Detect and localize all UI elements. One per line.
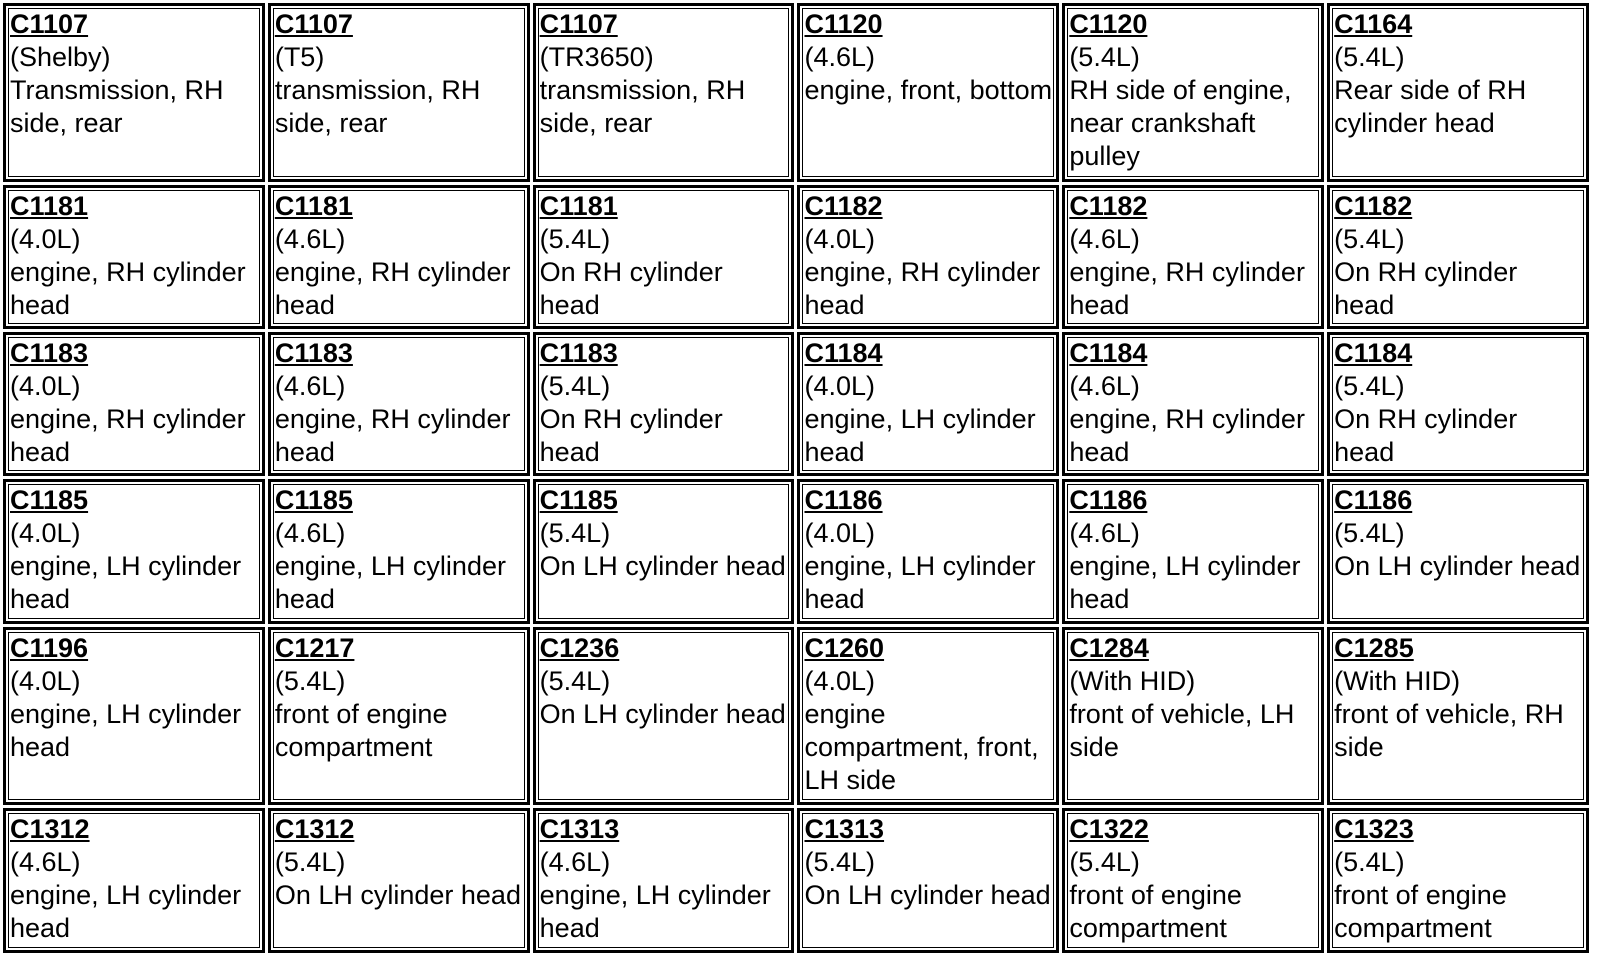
connector-location: transmission, RH side, rear bbox=[539, 75, 746, 138]
connector-variant: (4.0L) bbox=[10, 518, 81, 549]
connector-location: engine, RH cylinder head bbox=[10, 256, 246, 320]
connector-variant: (4.6L) bbox=[10, 847, 81, 878]
connector-id: C1182 bbox=[804, 190, 883, 221]
connector-id: C1181 bbox=[10, 190, 89, 221]
connector-variant: (TR3650) bbox=[539, 42, 654, 72]
connector-id: C1236 bbox=[539, 632, 620, 663]
connector-id: C1185 bbox=[10, 485, 89, 516]
connector-location: front of engine compartment bbox=[274, 698, 448, 762]
connector-location: engine, LH cylinder head bbox=[10, 551, 242, 615]
connector-location: On LH cylinder head bbox=[274, 880, 521, 911]
connector-cell bbox=[533, 332, 795, 476]
connector-cell bbox=[1062, 3, 1324, 182]
connector-location: engine, LH cylinder head bbox=[804, 404, 1036, 467]
connector-cell bbox=[797, 479, 1059, 623]
connector-id: C1183 bbox=[274, 338, 353, 368]
connector-variant: (4.6L) bbox=[804, 42, 876, 72]
connector-variant: (With HID) bbox=[1069, 665, 1196, 696]
connector-variant: (5.4L) bbox=[274, 847, 346, 878]
connector-location: front of engine compartment bbox=[1334, 880, 1507, 944]
connector-location: engine, front, bottom bbox=[804, 75, 1053, 105]
connector-id: C1183 bbox=[539, 338, 618, 368]
connector-variant: (4.0L) bbox=[804, 518, 876, 549]
connector-variant: (5.4L) bbox=[539, 518, 611, 549]
connector-cell bbox=[268, 3, 530, 182]
connector-location: engine, RH cylinder head bbox=[274, 256, 511, 320]
connector-cell bbox=[3, 808, 265, 953]
connector-cell bbox=[1062, 627, 1324, 806]
connector-cell bbox=[1062, 332, 1324, 476]
connector-cell bbox=[3, 185, 265, 329]
connector-location: On LH cylinder head bbox=[539, 551, 786, 582]
connector-location: engine, LH cylinder head bbox=[1069, 551, 1301, 615]
connector-cell bbox=[1062, 808, 1324, 953]
connector-cell bbox=[533, 808, 795, 953]
table-row bbox=[3, 627, 1589, 806]
connector-id: C1322 bbox=[1069, 814, 1149, 845]
connector-variant: (5.4L) bbox=[1334, 518, 1405, 549]
connector-location: engine, RH cylinder head bbox=[1069, 256, 1305, 320]
connector-id: C1260 bbox=[804, 632, 885, 663]
connector-variant: (4.0L) bbox=[804, 223, 876, 254]
connector-id: C1217 bbox=[274, 632, 355, 663]
connector-cell bbox=[533, 3, 795, 182]
table-row bbox=[3, 3, 1589, 182]
connector-location: engine, RH cylinder head bbox=[804, 256, 1041, 320]
connector-cell bbox=[533, 185, 795, 329]
connector-location: front of vehicle, RH side bbox=[1334, 698, 1564, 762]
connector-variant: (4.6L) bbox=[1069, 223, 1140, 254]
connector-id: C1185 bbox=[539, 485, 618, 516]
connector-id: C1285 bbox=[1334, 632, 1414, 663]
connector-cell bbox=[1327, 3, 1589, 182]
connector-variant: (4.0L) bbox=[804, 371, 876, 401]
connector-id: C1313 bbox=[804, 814, 885, 845]
connector-id: C1186 bbox=[1334, 485, 1413, 516]
connector-variant: (With HID) bbox=[1334, 665, 1461, 696]
connector-location: On RH cylinder head bbox=[1334, 404, 1518, 467]
connector-cell bbox=[797, 332, 1059, 476]
connector-variant: (4.0L) bbox=[10, 371, 81, 401]
connector-variant: (T5) bbox=[274, 42, 325, 72]
connector-id: C1184 bbox=[1069, 338, 1148, 368]
connector-variant: (5.4L) bbox=[539, 223, 611, 254]
connector-variant: (4.6L) bbox=[1069, 371, 1140, 401]
connector-location: Transmission, RH side, rear bbox=[10, 75, 224, 138]
connector-id: C1312 bbox=[274, 814, 355, 845]
connector-variant: (4.0L) bbox=[804, 665, 876, 696]
connector-variant: (5.4L) bbox=[1069, 847, 1140, 878]
connector-id: C1182 bbox=[1334, 190, 1413, 221]
connector-variant: (5.4L) bbox=[804, 847, 876, 878]
connector-cell bbox=[1062, 185, 1324, 329]
connector-variant: (5.4L) bbox=[1069, 42, 1140, 72]
connector-id: C1196 bbox=[10, 632, 89, 663]
connector-location: Rear side of RH cylinder head bbox=[1334, 75, 1527, 138]
connector-cell bbox=[268, 332, 530, 476]
connector-cell bbox=[3, 627, 265, 806]
connector-variant: (5.4L) bbox=[1334, 42, 1405, 72]
connector-cell bbox=[268, 627, 530, 806]
connector-variant: (5.4L) bbox=[539, 665, 611, 696]
connector-variant: (4.6L) bbox=[539, 847, 611, 878]
connector-location: engine, LH cylinder head bbox=[10, 698, 242, 762]
connector-variant: (5.4L) bbox=[539, 371, 611, 401]
connector-cell bbox=[268, 808, 530, 953]
connector-variant: (5.4L) bbox=[274, 665, 346, 696]
connector-variant: (5.4L) bbox=[1334, 847, 1405, 878]
connector-variant: (5.4L) bbox=[1334, 223, 1405, 254]
connector-location: engine, LH cylinder head bbox=[10, 880, 242, 944]
connector-variant: (4.0L) bbox=[10, 223, 81, 254]
connector-id: C1323 bbox=[1334, 814, 1414, 845]
connector-cell bbox=[1327, 332, 1589, 476]
connector-id: C1313 bbox=[539, 814, 620, 845]
connector-location: front of engine compartment bbox=[1069, 880, 1242, 944]
connector-variant: (5.4L) bbox=[1334, 371, 1405, 401]
connector-id: C1120 bbox=[1069, 9, 1148, 39]
connector-cell bbox=[533, 479, 795, 623]
connector-location: engine, LH cylinder head bbox=[804, 551, 1036, 615]
connector-id: C1107 bbox=[10, 9, 89, 39]
connector-cell bbox=[797, 185, 1059, 329]
connector-cell bbox=[1327, 185, 1589, 329]
connector-location: engine, RH cylinder head bbox=[10, 404, 246, 467]
connector-cell bbox=[533, 627, 795, 806]
connector-cell bbox=[797, 3, 1059, 182]
connector-cell bbox=[268, 479, 530, 623]
connector-id: C1284 bbox=[1069, 632, 1149, 663]
connector-variant: (4.6L) bbox=[274, 223, 346, 254]
connector-id: C1107 bbox=[539, 9, 618, 39]
table-row bbox=[3, 185, 1589, 329]
connector-location: On LH cylinder head bbox=[539, 698, 786, 729]
table-row bbox=[3, 808, 1589, 953]
connector-cell bbox=[3, 332, 265, 476]
connector-id: C1107 bbox=[274, 9, 353, 39]
table-row bbox=[3, 332, 1589, 476]
connector-location: engine, RH cylinder head bbox=[1069, 404, 1305, 467]
connector-id: C1184 bbox=[804, 338, 883, 368]
connector-id: C1181 bbox=[274, 190, 353, 221]
connector-cell bbox=[797, 808, 1059, 953]
connector-id: C1183 bbox=[10, 338, 89, 368]
connector-cell bbox=[1062, 479, 1324, 623]
connector-location: engine, RH cylinder head bbox=[274, 404, 511, 467]
connector-location: On RH cylinder head bbox=[539, 404, 723, 467]
connector-cell bbox=[1327, 479, 1589, 623]
connector-cell bbox=[3, 479, 265, 623]
connector-id: C1185 bbox=[274, 485, 353, 516]
connector-id: C1186 bbox=[1069, 485, 1148, 516]
connector-location: On LH cylinder head bbox=[1334, 551, 1581, 582]
connector-location: engine compartment, front, LH side bbox=[804, 698, 1039, 795]
connector-id: C1182 bbox=[1069, 190, 1148, 221]
connector-cell bbox=[1327, 627, 1589, 806]
table-row bbox=[3, 479, 1589, 623]
connector-variant: (4.6L) bbox=[1069, 518, 1140, 549]
connector-location: On RH cylinder head bbox=[539, 256, 723, 320]
connector-cell bbox=[797, 627, 1059, 806]
connector-id: C1312 bbox=[10, 814, 90, 845]
connector-location: On RH cylinder head bbox=[1334, 256, 1518, 320]
connector-id: C1184 bbox=[1334, 338, 1413, 368]
connector-location: front of vehicle, LH side bbox=[1069, 698, 1295, 762]
connector-location: On LH cylinder head bbox=[804, 880, 1051, 911]
connector-id: C1186 bbox=[804, 485, 883, 516]
connector-cell bbox=[1327, 808, 1589, 953]
connector-location: engine, LH cylinder head bbox=[274, 551, 506, 615]
connector-id: C1120 bbox=[804, 9, 883, 39]
connector-cell bbox=[3, 3, 265, 182]
connector-location: engine, LH cylinder head bbox=[539, 880, 771, 944]
connector-variant: (Shelby) bbox=[10, 42, 111, 72]
connector-variant: (4.0L) bbox=[10, 665, 81, 696]
connector-location: transmission, RH side, rear bbox=[274, 75, 481, 138]
connector-cell bbox=[268, 185, 530, 329]
connector-variant: (4.6L) bbox=[274, 518, 346, 549]
connector-id: C1164 bbox=[1334, 9, 1413, 39]
connector-variant: (4.6L) bbox=[274, 371, 346, 401]
connector-id: C1181 bbox=[539, 190, 618, 221]
connector-location: RH side of engine, near crankshaft pulley bbox=[1069, 75, 1292, 171]
